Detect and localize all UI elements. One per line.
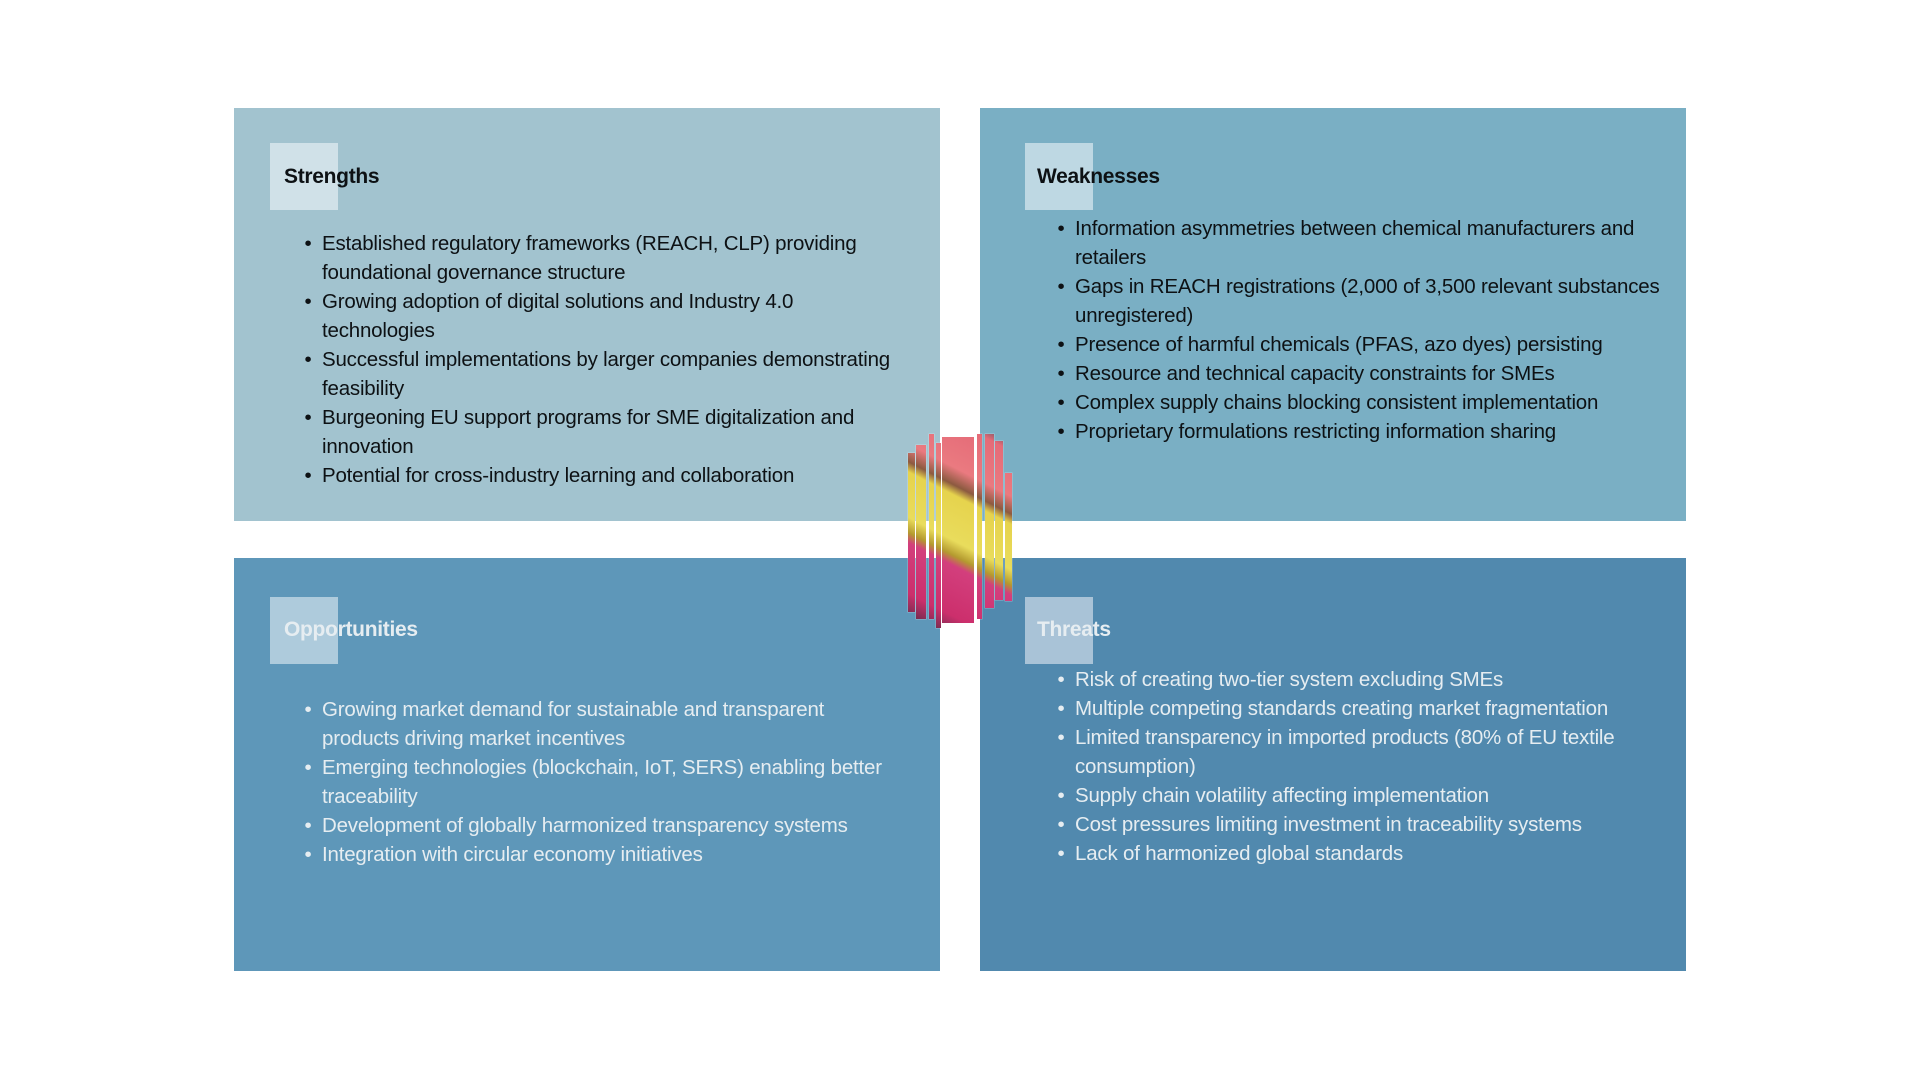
bullet-icon: • bbox=[1057, 697, 1065, 720]
weaknesses-quadrant bbox=[980, 108, 1686, 521]
list-item: • Growing market demand for sustainable and transparent products driving market incentives bbox=[322, 695, 902, 753]
list-item: • Supply chain volatility affecting implementation bbox=[1075, 781, 1670, 810]
bullet-icon: • bbox=[1057, 217, 1065, 240]
bullet-icon: • bbox=[304, 464, 312, 487]
list-item: • Limited transparency in imported products (80% of EU textile consumption) bbox=[1075, 723, 1670, 781]
bullet-icon: • bbox=[1057, 420, 1065, 443]
bullet-icon: • bbox=[1057, 362, 1065, 385]
list-item: • Integration with circular economy initiatives bbox=[322, 840, 902, 869]
list-item: • Resource and technical capacity constraints for SMEs bbox=[1075, 359, 1670, 388]
threats-list bbox=[1057, 665, 1670, 868]
bullet-icon: • bbox=[304, 814, 312, 837]
bullet-icon: • bbox=[1057, 275, 1065, 298]
list-item: • Cost pressures limiting investment in traceability systems bbox=[1075, 810, 1670, 839]
list-item: • Multiple competing standards creating market fragmentation bbox=[1075, 694, 1670, 723]
list-item: • Gaps in REACH registrations (2,000 of 3,500 relevant substances unregistered) bbox=[1075, 272, 1670, 330]
fabric-strip bbox=[936, 443, 941, 628]
list-item: • Lack of harmonized global standards bbox=[1075, 839, 1670, 868]
opportunities-heading: Opportunities bbox=[284, 618, 418, 641]
weaknesses-list bbox=[1057, 214, 1670, 446]
bullet-icon: • bbox=[304, 756, 312, 779]
bullet-icon: • bbox=[1057, 784, 1065, 807]
list-item: • Potential for cross-industry learning and collaboration bbox=[322, 461, 907, 490]
fabric-strip bbox=[916, 445, 926, 619]
bullet-icon: • bbox=[304, 290, 312, 313]
fabric-strip bbox=[929, 434, 934, 619]
bullet-icon: • bbox=[1057, 391, 1065, 414]
bullet-icon: • bbox=[304, 348, 312, 371]
weaknesses-heading: Weaknesses bbox=[1037, 165, 1160, 188]
list-item: • Established regulatory frameworks (REACH, CLP) providing foundational governance structure bbox=[322, 229, 907, 287]
list-item: • Burgeoning EU support programs for SME digitalization and innovation bbox=[322, 403, 907, 461]
fabric-strips-image bbox=[906, 432, 1014, 630]
bullet-icon: • bbox=[1057, 842, 1065, 865]
fabric-strip bbox=[942, 437, 974, 623]
list-item: • Information asymmetries between chemical manufacturers and retailers bbox=[1075, 214, 1670, 272]
bullet-icon: • bbox=[1057, 668, 1065, 691]
bullet-icon: • bbox=[304, 406, 312, 429]
bullet-icon: • bbox=[304, 843, 312, 866]
strengths-heading: Strengths bbox=[284, 165, 380, 188]
fabric-strip bbox=[1005, 473, 1012, 601]
threats-quadrant bbox=[980, 558, 1686, 971]
bullet-icon: • bbox=[304, 698, 312, 721]
fabric-strip bbox=[977, 434, 982, 619]
bullet-icon: • bbox=[304, 232, 312, 255]
list-item: • Development of globally harmonized transparency systems bbox=[322, 811, 902, 840]
strengths-quadrant bbox=[234, 108, 940, 521]
list-item: • Risk of creating two-tier system excluding SMEs bbox=[1075, 665, 1670, 694]
list-item: • Emerging technologies (blockchain, IoT, SERS) enabling better traceability bbox=[322, 753, 902, 811]
fabric-strip bbox=[995, 441, 1003, 600]
strengths-list bbox=[304, 229, 907, 490]
list-item: • Complex supply chains blocking consistent implementation bbox=[1075, 388, 1670, 417]
list-item: • Presence of harmful chemicals (PFAS, azo dyes) persisting bbox=[1075, 330, 1670, 359]
fabric-strip bbox=[908, 453, 915, 612]
bullet-icon: • bbox=[1057, 813, 1065, 836]
threats-heading: Threats bbox=[1037, 618, 1111, 641]
list-item: • Growing adoption of digital solutions and Industry 4.0 technologies bbox=[322, 287, 907, 345]
fabric-strip bbox=[985, 434, 994, 608]
bullet-icon: • bbox=[1057, 726, 1065, 749]
list-item: • Proprietary formulations restricting information sharing bbox=[1075, 417, 1670, 446]
opportunities-quadrant bbox=[234, 558, 940, 971]
opportunities-list bbox=[304, 695, 902, 869]
bullet-icon: • bbox=[1057, 333, 1065, 356]
list-item: • Successful implementations by larger companies demonstrating feasibility bbox=[322, 345, 907, 403]
